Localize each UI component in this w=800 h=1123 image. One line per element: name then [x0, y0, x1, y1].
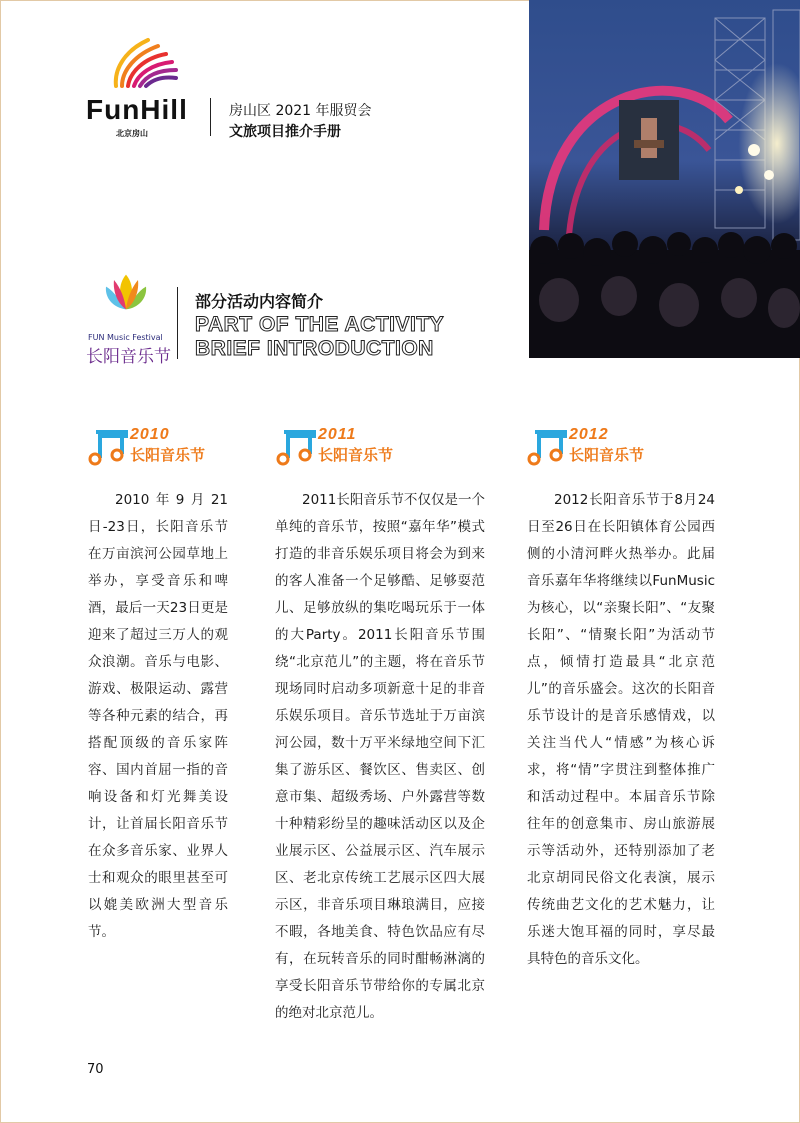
- festival-english-name: FUN Music Festival: [88, 333, 163, 342]
- concert-photo: [529, 0, 800, 358]
- section-title-english-line1: PART OF THE ACTIVITY: [195, 313, 445, 336]
- year-heading-2012: [525, 424, 685, 468]
- brand-subtitle: 北京房山: [116, 129, 148, 138]
- year-festival-name: 长阳音乐节: [130, 446, 206, 464]
- year-heading-2011: [274, 424, 434, 468]
- section-divider: [177, 287, 178, 359]
- year-number: 2011: [318, 426, 357, 443]
- column-2012-text: 2012长阳音乐节于8月24日至26日在长阳镇体育公园西侧的小清河畔火热举办。此届音乐嘉年华将继续以FunMusic为核心，以“亲聚长阳”、“友聚长阳”、“情聚长阳”为活动节点，倾情打造最具“北京范儿”的音乐盛会。这次的长阳音乐节设计的是音乐感情戏，以关注当代人“情感”为核心诉求，将“情”字贯注到整体推广和活动过程中。本届音乐节除往年的创意集市、房山旅游展示等活动外，还特别添加了老北京胡同民俗文化表演，展示传统曲艺文化的艺术魅力，让乐迷大饱耳福的同时，享尽最具特色的音乐文化。: [527, 492, 715, 967]
- year-festival-name: 长阳音乐节: [569, 446, 645, 464]
- section-title: 部分活动内容简介: [195, 292, 324, 311]
- year-heading-2010: [86, 424, 246, 468]
- page-number: 70: [87, 1062, 104, 1077]
- music-note-icon: [274, 424, 318, 468]
- year-number: 2010: [130, 426, 170, 443]
- brand-name: FunHill: [86, 94, 188, 125]
- header-title: 文旅项目推介手册: [229, 124, 341, 140]
- music-festival-logo-icon: [86, 272, 166, 332]
- year-festival-name: 长阳音乐节: [318, 446, 394, 464]
- column-2011-text: 2011长阳音乐节不仅仅是一个单纯的音乐节，按照“嘉年华”模式打造的非音乐娱乐项目将会为到来的客人准备一个足够酷、足够耍范儿、足够放纵的集吃喝玩乐于一体的大Party。2011长阳音乐节围绕“北京范儿”的主题，将在音乐节现场同时启动多项新意十足的非音乐娱乐项目。音乐节选址于万亩滨河公园，数十万平米绿地空间下汇集了游乐区、餐饮区、售卖区、创意市集、超级秀场、户外露营等数十种精彩纷呈的趣味活动区以及企业展示区、公益展示区、汽车展示区、老北京传统工艺展示区四大展示区，非音乐项目琳琅满目，应接不暇，各地美食、特色饮品应有尽有，在玩转音乐的同时酣畅淋漓的享受长阳音乐节带给你的专属北京的绝对北京范儿。: [275, 492, 485, 1021]
- section-title-english-line2: BRIEF INTRODUCTION: [195, 337, 434, 360]
- festival-chinese-name: 长阳音乐节: [86, 347, 171, 367]
- header-divider: [210, 98, 211, 136]
- year-number: 2012: [569, 426, 609, 443]
- music-note-icon: [525, 424, 569, 468]
- header-subtitle: 房山区 2021 年服贸会: [229, 103, 372, 119]
- music-note-icon: [86, 424, 130, 468]
- column-2010-text: 2010年9月21日-23日，长阳音乐节在万亩滨河公园草地上举办，享受音乐和啤酒，最后一天23日更是迎来了超过三万人的观众浪潮。音乐与电影、游戏、极限运动、露营等各种元素的结合，再搭配顶级的音乐家阵容、国内首屈一指的音响设备和灯光舞美设计，让首届长阳音乐节在众多音乐家、业界人士和观众的眼里甚至可以媲美欧洲大型音乐节。: [88, 492, 228, 940]
